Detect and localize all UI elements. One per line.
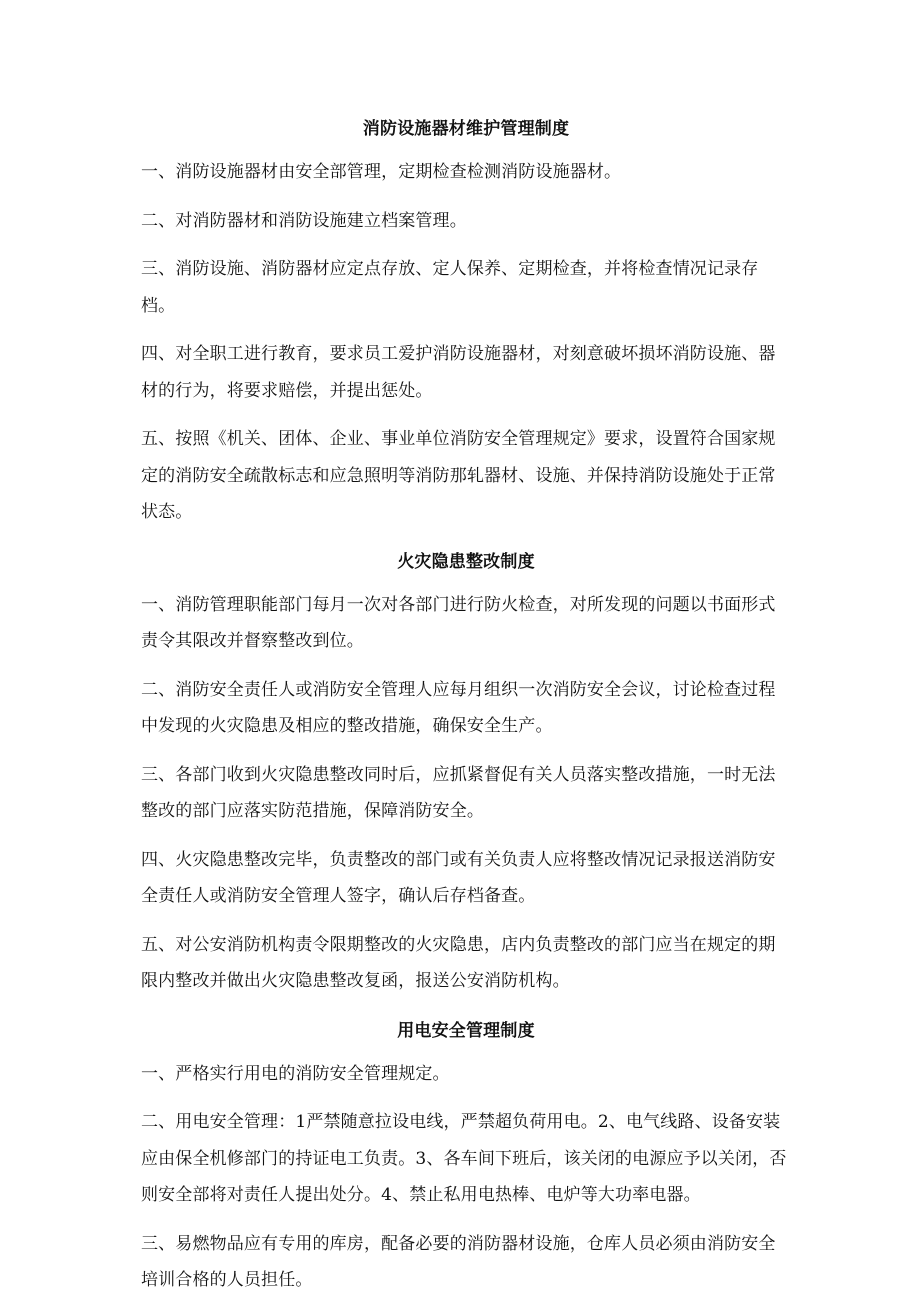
paragraph: 三、各部门收到火灾隐患整改同时后，应抓紧督促有关人员落实整改措施，一时无法整改的部门应落实防范措施，保障消防安全。	[141, 764, 776, 821]
paragraph: 五、按照《机关、团体、企业、事业单位消防安全管理规定》要求，设置符合国家规定的消防安全疏散标志和应急照明等消防那轧器材、设施、并保持消防设施处于正常状态。	[141, 429, 776, 522]
section-fire-hazard-rectification	[141, 549, 791, 1000]
section-fire-equipment-maintenance	[141, 116, 791, 531]
paragraph: 一、消防设施器材由安全部管理，定期检查检测消防设施器材。	[141, 162, 622, 182]
paragraph: 二、用电安全管理：1严禁随意拉设电线，严禁超负荷用电。2、电气线路、设备安装应由保全机修部门的持证电工负责。3、各车间下班后，该关闭的电源应予以关闭，否则安全部将对责任人提出处分。4、禁止私用电热棒、电炉等大功率电器。	[141, 1112, 787, 1205]
section-electrical-safety	[141, 1018, 791, 1299]
paragraph: 三、消防设施、消防器材应定点存放、定人保养、定期检查，并将检查情况记录存档。	[141, 259, 759, 316]
paragraph: 一、严格实行用电的消防安全管理规定。	[141, 1063, 450, 1084]
section-title: 消防设施器材维护管理制度	[362, 119, 570, 139]
section-title: 用电安全管理制度	[397, 1020, 535, 1041]
paragraph: 四、对全职工进行教育，要求员工爱护消防设施器材，对刻意破坏损坏消防设施、器材的行为，将要求赔偿，并提出惩处。	[141, 344, 776, 401]
paragraph: 四、火灾隐患整改完毕，负责整改的部门或有关负责人应将整改情况记录报送消防安全责任人或消防安全管理人签字，确认后存档备查。	[141, 849, 776, 906]
paragraph: 一、消防管理职能部门每月一次对各部门进行防火检查，对所发现的问题以书面形式责令其限改并督察整改到位。	[141, 594, 776, 651]
section-title: 火灾隐患整改制度	[397, 551, 535, 572]
paragraph: 五、对公安消防机构责令限期整改的火灾隐患，店内负责整改的部门应当在规定的期限内整改并做出火灾隐患整改复函，报送公安消防机构。	[141, 934, 776, 991]
paragraph: 三、易燃物品应有专用的库房，配备必要的消防器材设施，仓库人员必须由消防安全培训合格的人员担任。	[141, 1233, 776, 1290]
paragraph: 二、对消防器材和消防设施建立档案管理。	[141, 210, 467, 231]
paragraph: 二、消防安全责任人或消防安全管理人应每月组织一次消防安全会议，讨论检查过程中发现的火灾隐患及相应的整改措施，确保安全生产。	[141, 679, 776, 736]
